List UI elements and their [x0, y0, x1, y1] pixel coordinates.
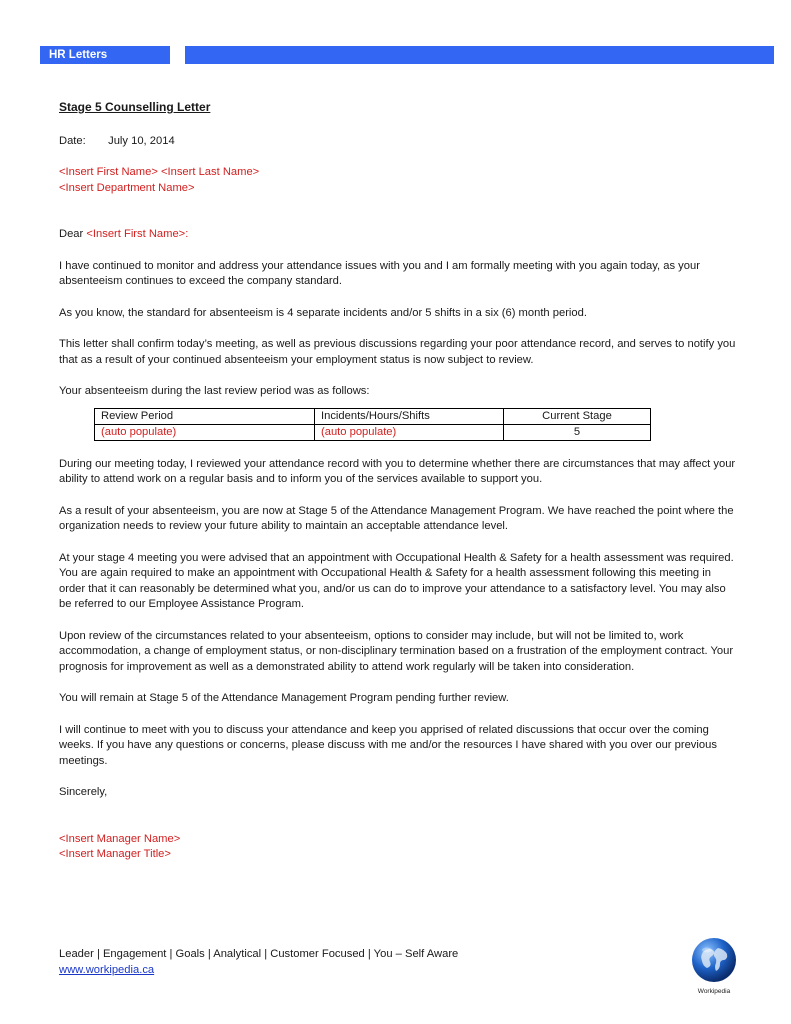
table-row — [95, 424, 651, 440]
paragraph-1: I have continued to monitor and address your attendance issues with you and I am formally meeting with you again today, as your absenteeism continues to exceed the company standard. — [59, 259, 700, 287]
recipient-department: <Insert Department Name> — [59, 181, 195, 194]
letter-body — [59, 100, 739, 863]
hr-letters-tab: HR Letters — [40, 46, 170, 64]
header-bar — [185, 46, 774, 64]
table-header-cell: Incidents/Hours/Shifts — [315, 408, 504, 424]
table-cell: (auto populate) — [95, 424, 315, 440]
workipedia-link[interactable]: www.workipedia.ca — [59, 964, 155, 976]
paragraph-6: As a result of your absenteeism, you are now at Stage 5 of the Attendance Management Program. We have reached the point where the organization needs to review your future ability to maintain an acceptable attendance level. — [59, 504, 734, 532]
table-header-row — [95, 408, 651, 424]
salutation — [59, 227, 739, 243]
salutation-name: <Insert First Name>: — [86, 228, 189, 240]
logo-text: Workipedia — [697, 987, 731, 995]
paragraph-10: I will continue to meet with you to discuss your attendance and keep you apprised of related discussions that occur over the coming weeks. If you have any questions or concerns, please discuss with me and/or the resources I have shared with you over our previous meetings. — [59, 723, 717, 767]
date-value: July 10, 2014 — [108, 134, 175, 147]
date-row — [59, 134, 739, 150]
table-cell: 5 — [504, 424, 651, 440]
date-label: Date: — [59, 134, 86, 147]
manager-title: <Insert Manager Title> — [59, 848, 171, 860]
absenteeism-table — [94, 408, 651, 441]
paragraph-5: During our meeting today, I reviewed your attendance record with you to determine whether there are circumstances that may affect your ability to attend work on a regular basis and to inform you of the services available to support you. — [59, 457, 736, 485]
paragraph-9: You will remain at Stage 5 of the Attendance Management Program pending further review. — [59, 692, 509, 704]
paragraph-3: This letter shall confirm today’s meeting, as well as previous discussions regarding your poor attendance record, and serves to notify you that as a result of your continued absenteeism your employment status is now subject to review. — [59, 338, 736, 366]
footer-values: Leader | Engagement | Goals | Analytical | Customer Focused | You – Self Aware — [59, 948, 459, 960]
letter-title: Stage 5 Counselling Letter — [59, 100, 211, 114]
table-header-cell: Current Stage — [504, 408, 651, 424]
paragraph-7: At your stage 4 meeting you were advised that an appointment with Occupational Health & Safety for a health assessment was required. You are again required to make an appointment with Occupational Health & Safety for a health assessment following this meeting in order that it can reasonably be determined what you, and/or us can do to improve your attendance to a satisfactory level. You may also be referred to our Employee Assistance Program. — [59, 551, 734, 610]
salutation-prefix: Dear — [59, 228, 87, 240]
closing: Sincerely, — [59, 786, 108, 798]
manager-name: <Insert Manager Name> — [59, 832, 181, 845]
paragraph-2: As you know, the standard for absenteeism is 4 separate incidents and/or 5 shifts in a six (6) month period. — [59, 306, 587, 319]
footer — [59, 946, 458, 978]
workipedia-logo — [690, 936, 738, 996]
table-cell: (auto populate) — [315, 424, 504, 440]
globe-icon — [690, 936, 738, 984]
table-header-cell: Review Period — [95, 408, 315, 424]
recipient-name: <Insert First Name> <Insert Last Name> — [59, 166, 260, 178]
paragraph-4: Your absenteeism during the last review period was as follows: — [59, 385, 370, 397]
paragraph-8: Upon review of the circumstances related to your absenteeism, options to consider may include, but will not be limited to, work accommodation, a change of employment status, or non-disciplinary termination based on a frustration of the employment contract. Your prognosis for improvement as well as a demonstrated ability to attend work regularly will be taken into consideration. — [59, 629, 734, 673]
